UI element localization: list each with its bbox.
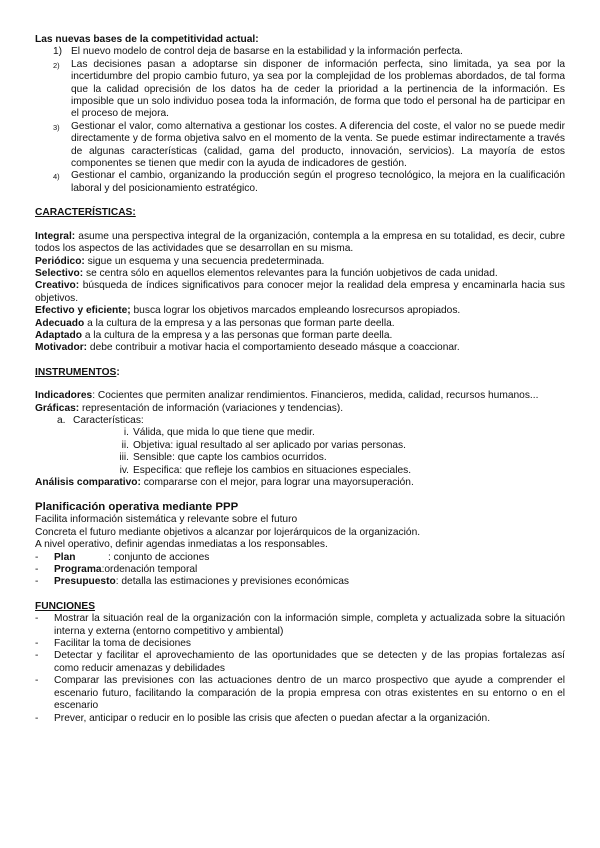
caracteristica-item [35,318,565,330]
list-number: 2) [53,60,60,70]
definition: busca lograr los objetivos marcados empleando losrecursos apropiados. [130,305,461,317]
roman-number: iv. [119,464,129,476]
term: Selectivo: [35,267,84,279]
list-item [35,170,565,195]
planificacion-line: Concreta el futuro mediante objetivos a alcanzar por lojerárquicos de la organización. [35,526,421,538]
ppp-item: - Programa:ordenación temporal [35,564,198,576]
roman-item [35,465,565,477]
funcion-item: - Detectar y facilitar el aprovechamiento de las oportunidades que se detecten y de las propias fortalezas así como reducir amenazas y debilidades [35,650,565,674]
definition: compararse con el mejor, para lograr una mayorsuperación. [140,477,414,488]
term: Motivador: [35,342,88,354]
term: Periódico: [35,255,85,267]
roman-text: Especifica: que refleje los cambios en situaciones especiales. [133,464,412,476]
funcion-item: - Comparar las previsiones con las actuaciones dentro de un marco prospectivo que ayude a comprender el escenario futuro, facilitando la comparación de la propia empresa con otras existentes en su entorno o en el escenario [35,675,565,712]
roman-item [35,427,565,439]
roman-number: i. [123,427,129,439]
sublist-title: Características: [73,414,144,426]
funciones-heading: FUNCIONES [35,600,95,612]
definition: : Cocientes que permiten analizar rendimientos. Financieros, medida, calidad, recursos humanos... [92,390,539,402]
roman-item [35,452,565,464]
definition: : detalla las estimaciones y previsiones económicas [115,576,350,588]
definition: búsqueda de índices significativos para conocer mejor la realidad dela empresa y encaminarla hacia sus objetivos. [35,280,565,304]
roman-number: iii. [119,452,129,464]
caracteristica-item [35,268,565,280]
list-item-text: El nuevo modelo de control deja de basarse en la estabilidad y la información perfecta. [71,46,463,58]
funcion-text: Comparar las previsiones con las actuaciones dentro de un marco prospectivo que ayude a comprender el escenario futuro, facilitando la comparación de la propia empresa con otras existentes en su entorno o en el escenario [54,675,565,712]
list-item [35,121,565,171]
roman-text: Sensible: que capte los cambios ocurridos. [133,452,327,464]
definition: : conjunto de acciones [108,551,210,563]
roman-number: ii. [121,439,129,451]
caracteristica-item [35,231,565,256]
term: Indicadores [35,390,93,402]
list-item-text: Las decisiones pasan a adoptarse sin disponer de información perfecta, sino limitada, ya sea por la incertidumbre del propio cambio futuro, ya sea por la complejidad de los problemas abordados, de tal forma que la calidad oprecisión de los datos ha de ceder la prioridad a la pertinencia de la información. Es imposible que un solo individuo posea toda la información, de forma que todo el personal ha de participar en el proceso de mejora. [71,58,565,120]
funcion-item: - Prever, anticipar o reducir en lo posible las crisis que afecten o puedan afectar a la organización. [35,712,491,724]
caracteristica-item [35,256,565,268]
list-number: 1) [53,46,63,58]
funcion-item: - Mostrar la situación real de la organización con la información simple, completa y actualizada sobre la situación interna y externa (entorno competitivo y ambiental) [35,613,565,637]
term: Análisis comparativo: [35,477,141,488]
definition: debe contribuir a motivar hacia el comportamiento deseado másque a coaccionar. [87,342,460,354]
sublist-label: a. [57,414,66,426]
term: Gráficas: [35,402,80,414]
intro-title: Las nuevas bases de la competitividad actual: [35,34,259,45]
list-item [35,59,565,121]
definition: asume una perspectiva integral de la organización, contempla a la empresa en su totalidad, es decir, cubre todos los aspectos de las actividades que se desarrollan en su misma. [35,230,565,255]
term: Adecuado [35,317,85,329]
funcion-item: - Facilitar la toma de decisiones [35,638,192,650]
funcion-text: Prever, anticipar o reducir en lo posible las crisis que afecten o puedan afectar a la organización. [54,712,491,724]
funcion-text: Facilitar la toma de decisiones [54,638,192,650]
planificacion-heading: Planificación operativa mediante PPP [35,501,239,514]
indicadores-paragraph [35,390,565,402]
sublist-heading [35,415,565,427]
intro-list [35,46,565,195]
funcion-text: Mostrar la situación real de la organización con la información simple, completa y actualizada sobre la situación interna y externa (entorno competitivo y ambiental) [54,613,565,637]
definition: a la cultura de la empresa y a las personas que forman parte deella. [84,317,395,329]
term: Integral: [35,230,76,242]
caracteristica-item [35,330,565,342]
definition: a la cultura de la empresa y a las personas que forman parte deella. [81,329,393,341]
roman-text: Objetiva: igual resultado al ser aplicado por varias personas. [133,439,406,451]
list-number: 3) [53,122,60,132]
roman-text: Válida, que mida lo que tiene que medir. [133,427,315,439]
caracteristica-item [35,280,565,305]
planificacion-line: Facilita información sistemática y relevante sobre el futuro [35,514,298,526]
planificacion-line: A nivel operativo, definir agendas inmediatas a los responsables. [35,539,328,551]
analisis-paragraph [35,477,565,489]
caracteristica-item [35,342,565,354]
definition: se centra sólo en aquellos elementos relevantes para la función uobjetivos de cada unidad. [83,267,498,279]
ppp-item: - Presupuesto: detalla las estimaciones y previsiones económicas [35,576,350,588]
graficas-paragraph [35,403,565,415]
roman-item [35,440,565,452]
term: Creativo: [35,280,80,292]
list-item-text: Gestionar el valor, como alternativa a gestionar los costes. A diferencia del coste, el valor no se puede medir directamente y de forma objetiva salvo en el momento de la venta. Se puede estimar indirectamente a través de algunas características (calidad, gama del producto, innovación, servicios). La mayoría de estos componentes se tienen que medir con la ayuda de indicadores de gestión. [71,120,565,170]
definition: representación de información (variaciones y tendencias). [79,402,344,414]
list-item-text: Gestionar el cambio, organizando la producción según el progreso tecnológico, la mejora en la cualificación laboral y del posicionamiento estratégico. [71,170,565,194]
term: Efectivo y eficiente; [35,305,131,317]
definition: :ordenación temporal [101,564,198,576]
caracteristica-item [35,305,565,317]
ppp-item: - Plan : conjunto de acciones [35,551,210,563]
list-number: 4) [53,172,60,182]
caracteristicas-heading: CARACTERÍSTICAS: [35,207,136,219]
funcion-text: Detectar y facilitar el aprovechamiento de las oportunidades que se detecten y de las propias fortalezas así como reducir amenazas y debilidades [54,650,565,674]
instrumentos-heading: INSTRUMENTOS: [35,366,120,378]
definition: sigue un esquema y una secuencia predeterminada. [84,255,325,267]
list-item [35,46,565,58]
term: Adaptado [35,329,82,341]
term: Plan [54,551,76,563]
document-page [35,34,565,725]
term: Presupuesto [54,576,116,588]
term: Programa [54,564,102,576]
